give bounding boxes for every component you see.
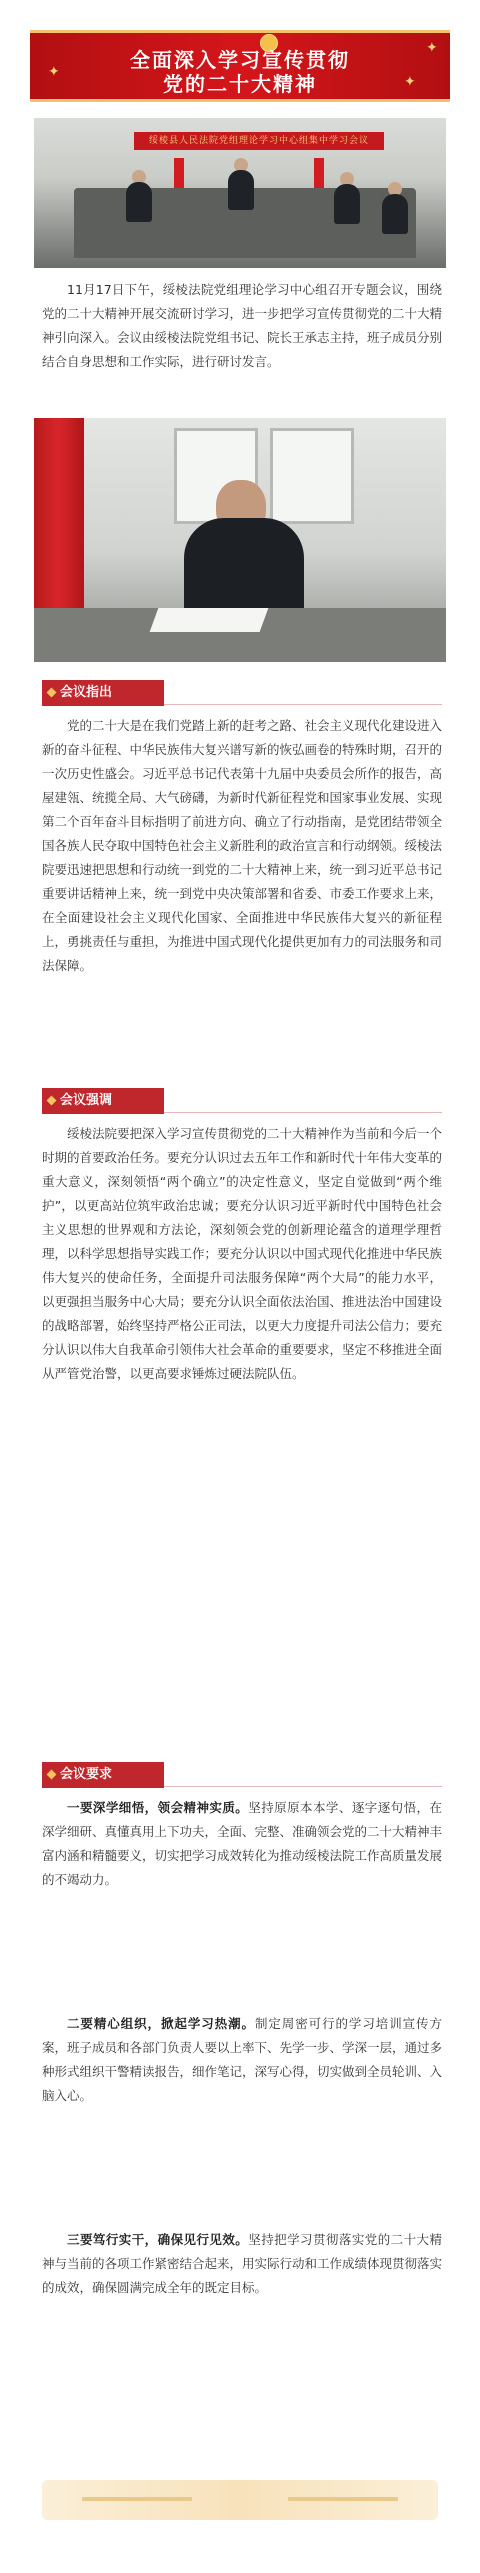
requirement-text: 坚持把学习贯彻落实党的二十大精神与当前的各项工作紧密结合起来，用实际行动和工作成绩体现贯彻落实的成效，确保圆满完成全年的既定目标。: [42, 2232, 443, 2295]
banner-bottom-stripe: [30, 99, 450, 102]
footer-decoration: [42, 2480, 438, 2520]
window: [270, 428, 354, 524]
title-banner: [30, 30, 450, 102]
section-label: 会议强调: [42, 1088, 164, 1114]
attendee: [126, 182, 152, 222]
meeting-photo: [34, 118, 446, 268]
requirement-item-1: [42, 1796, 442, 1892]
section-label: 会议指出: [42, 680, 164, 706]
section-divider: [164, 704, 442, 705]
banner-title-line2: 党的二十大精神: [163, 72, 317, 96]
section-header-1: [42, 680, 442, 706]
dove-icon: ✦: [404, 74, 416, 90]
section-label: 会议要求: [42, 1762, 164, 1788]
requirement-item-2: [42, 2012, 442, 2108]
requirement-text: 制定周密可行的学习培训宣传方案，班子成员和各部门负责人要以上率下、先学一步、学深一层，通过多种形式组织干警精读报告，细作笔记，深写心得，切实做到全员轮训、入脑入心。: [42, 2016, 443, 2103]
dove-icon: ✦: [426, 40, 438, 56]
section-header-3: [42, 1762, 442, 1788]
banner-title-line1: 全面深入学习宣传贯彻: [130, 48, 350, 72]
speaker-photo: [34, 418, 446, 662]
section-divider: [164, 1112, 442, 1113]
requirement-lead: 二要精心组织，掀起学习热潮。: [67, 2016, 255, 2031]
attendee: [228, 170, 254, 210]
banner-title: [30, 48, 450, 96]
banner-top-stripe: [30, 30, 450, 33]
attendee: [334, 184, 360, 224]
requirement-text: 坚持原原本本学、逐字逐句悟，在深学细研、真懂真用上下功夫，全面、完整、准确领会党的二十大精神丰富内涵和精髓要义，切实把学习成效转化为推动绥棱法院工作高质量发展的不竭动力。: [42, 1800, 443, 1887]
section-header-2: [42, 1088, 442, 1114]
document-paper: [150, 608, 269, 632]
dove-icon: ✦: [48, 64, 60, 80]
intro-paragraph: 11月17日下午，绥棱法院党组理论学习中心组召开专题会议，围绕党的二十大精神开展交流研讨学习，进一步把学习宣传贯彻党的二十大精神引向深入。会议由绥棱法院党组书记、院长王承志主持，班子成员分别结合自身思想和工作实际，进行研讨发言。: [42, 282, 443, 369]
requirement-lead: 一要深学细悟，领会精神实质。: [67, 1800, 249, 1815]
requirement-item-3: [42, 2228, 442, 2300]
section-1-text: 党的二十大是在我们党踏上新的赶考之路、社会主义现代化建设进入新的奋斗征程、中华民族伟大复兴谱写新的恢弘画卷的特殊时期，召开的一次历史性盛会。习近平总书记代表第十九届中央委员会所作的报告，高屋建瓴、统揽全局、大气磅礴，为新时代新征程党和国家事业发展、实现第二个百年奋斗目标指明了前进方向、确立了行动指南，是党团结带领全国各族人民夺取中国特色社会主义新胜利的政治宣言和行动纲领。绥棱法院要迅速把思想和行动统一到党的二十大精神上来，统一到习近平总书记重要讲话精神上来，统一到党中央决策部署和省委、市委工作要求上来，在全面建设社会主义现代化国家、全面推进中华民族伟大复兴的新征程上，勇挑责任与重担，为推进中国式现代化提供更加有力的司法服务和司法保障。: [42, 718, 443, 973]
attendee: [382, 194, 408, 234]
section-divider: [164, 1786, 442, 1787]
section-2-text: 绥棱法院要把深入学习宣传贯彻党的二十大精神作为当前和今后一个时期的首要政治任务。要充分认识过去五年工作和新时代十年伟大变革的重大意义，深刻领悟“两个确立”的决定性意义，坚定自觉做到“两个维护”，以更高站位筑牢政治忠诚；要充分认识习近平新时代中国特色社会主义思想的世界观和方法论，深刻领会党的创新理论蕴含的道理学理哲理，以科学思想指导实践工作；要充分认识以中国式现代化推进中华民族伟大复兴的使命任务，全面提升司法服务保障“两个大局”的能力水平，以更强担当服务中心大局；要充分认识全面依法治国、推进法治中国建设的战略部署，始终坚持严格公正司法，以更大力度提升司法公信力；要充分认识以伟大自我革命引领伟大社会革命的重要要求，坚定不移推进全面从严管党治警，以更高要求锤炼过硬法院队伍。: [42, 1126, 443, 1381]
requirement-lead: 三要笃行实干，确保见行见效。: [67, 2232, 249, 2247]
meeting-wall-banner: 绥棱县人民法院党组理论学习中心组集中学习会议: [134, 132, 384, 150]
